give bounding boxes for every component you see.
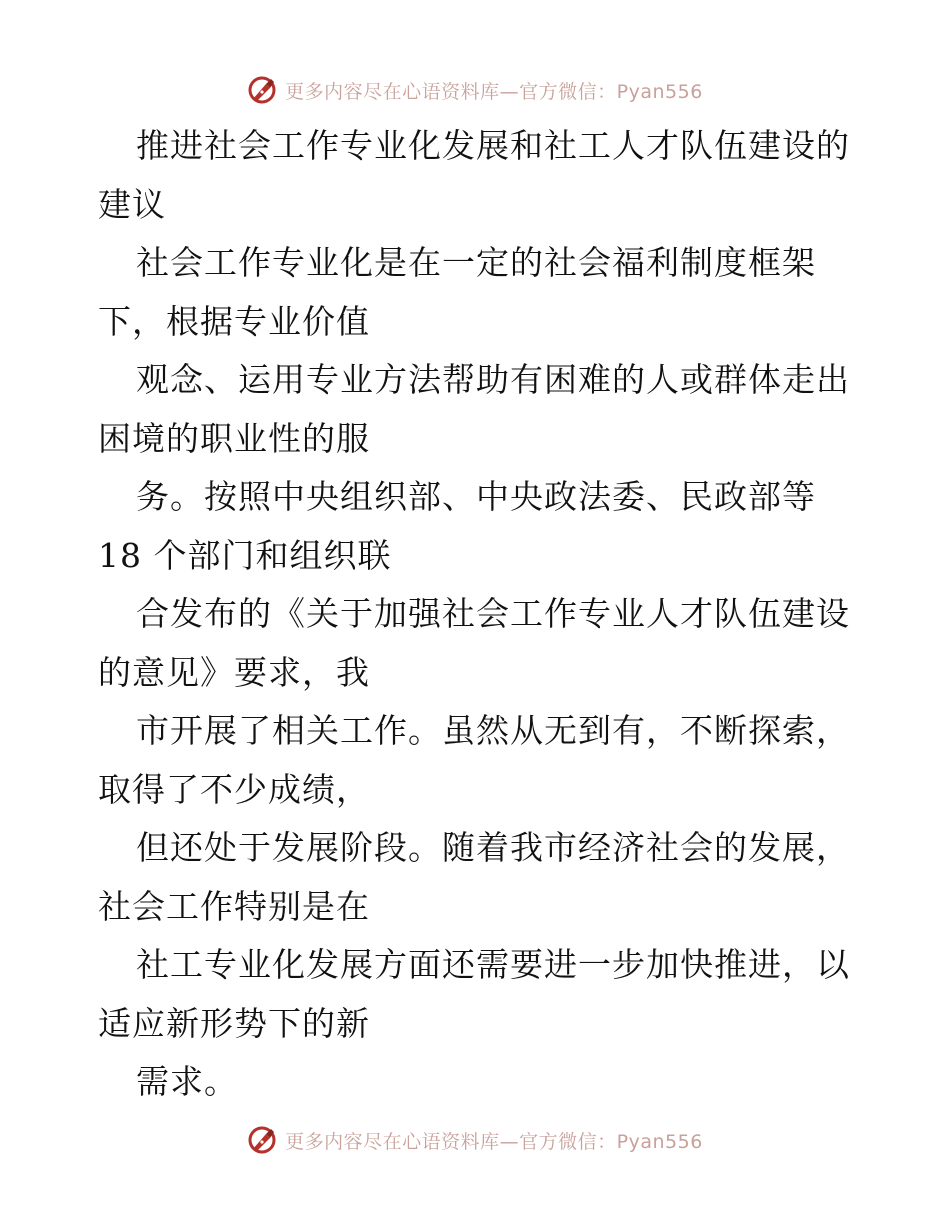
pen-nib-logo-icon bbox=[247, 1125, 277, 1155]
header-banner-text: 更多内容尽在心语资料库—官方微信：Pyan556 bbox=[285, 80, 703, 103]
paragraph-line: 观念、运用专业方法帮助有困难的人或群体走出 bbox=[136, 360, 850, 399]
paragraph-line: 适应新形势下的新 bbox=[98, 1003, 370, 1043]
paragraph-line: 社会工作特别是在 bbox=[98, 886, 370, 926]
paragraph-line: 社工专业化发展方面还需要进一步加快推进，以 bbox=[136, 945, 850, 984]
paragraph-line: 困境的职业性的服 bbox=[98, 418, 370, 458]
paragraph-line: 合发布的《关于加强社会工作专业人才队伍建设 bbox=[136, 594, 850, 633]
paragraph-line: 市开展了相关工作。虽然从无到有，不断探索， bbox=[136, 711, 850, 750]
paragraph-line: 下，根据专业价值 bbox=[98, 301, 370, 341]
paragraph-line: 的意见》要求，我 bbox=[98, 652, 370, 692]
footer-banner bbox=[0, 1118, 950, 1162]
paragraph-line: 18 个部门和组织联 bbox=[98, 535, 392, 575]
document-title-line-1: 推进社会工作专业化发展和社工人才队伍建设的 bbox=[136, 126, 850, 165]
pen-nib-logo-icon bbox=[247, 75, 277, 105]
document-body bbox=[98, 117, 858, 1112]
paragraph-line: 需求。 bbox=[136, 1062, 238, 1101]
paragraph-line: 但还处于发展阶段。随着我市经济社会的发展， bbox=[136, 828, 850, 867]
paragraph-line: 务。按照中央组织部、中央政法委、民政部等 bbox=[136, 477, 816, 516]
document-title-line-2: 建议 bbox=[98, 184, 166, 224]
footer-banner-text: 更多内容尽在心语资料库—官方微信：Pyan556 bbox=[285, 1130, 703, 1153]
paragraph-line: 取得了不少成绩， bbox=[98, 769, 370, 809]
header-banner bbox=[0, 68, 950, 112]
paragraph-line: 社会工作专业化是在一定的社会福利制度框架 bbox=[136, 243, 816, 282]
